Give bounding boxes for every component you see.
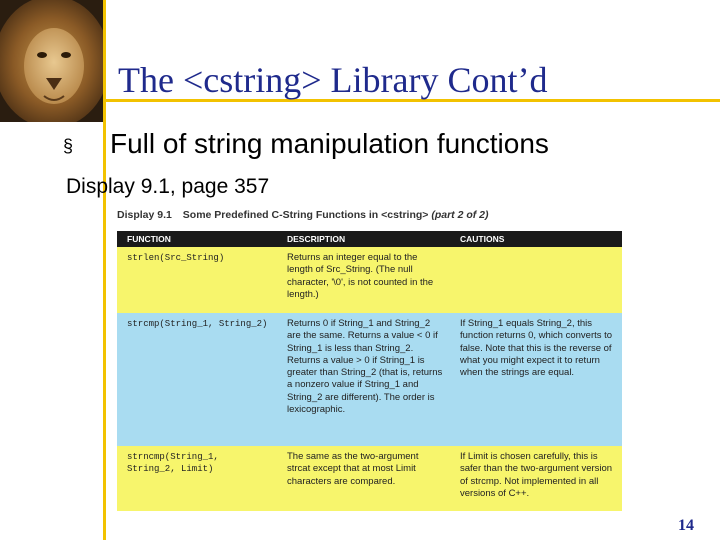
description-cell: Returns 0 if String_1 and String_2 are the same. Returns a value < 0 if String_1 is less than String_2. Returns a value > 0 if String_1 is greater than String_2 (that is, returns a nonzero value if String_1 and String_2 are different). The order is lexicographic.: [277, 313, 450, 446]
display-reference: Display 9.1, page 357: [66, 175, 270, 198]
function-cell: strlen(Src_String): [117, 247, 277, 313]
accent-vertical-line: [103, 0, 106, 540]
lion-logo-image: [0, 0, 104, 122]
header-cautions: CAUTIONS: [450, 231, 622, 247]
display-part: (part 2 of 2): [431, 209, 489, 221]
function-cell: strcmp(String_1, String_2): [117, 313, 277, 446]
header-description: DESCRIPTION: [277, 231, 450, 247]
bullet-marker: §: [63, 136, 74, 156]
cautions-cell: If Limit is chosen carefully, this is safer than the two-argument version of strcmp. Not implemented in all versions of C++.: [450, 446, 622, 511]
functions-table: [117, 231, 622, 511]
display-caption: [117, 208, 489, 222]
function-cell: strncmp(String_1, String_2, Limit): [117, 446, 277, 511]
table-row: [117, 313, 622, 446]
cautions-cell: [450, 247, 622, 313]
bullet-text: Full of string manipulation functions: [110, 128, 549, 159]
description-cell: Returns an integer equal to the length of Src_String. (The null character, '\0', is not counted in the length.): [277, 247, 450, 313]
cautions-cell: If String_1 equals String_2, this function returns 0, which converts to false. Note that this is the reverse of what you might expect it to return when the strings are equal.: [450, 313, 622, 446]
display-label: Display 9.1: [117, 209, 172, 221]
description-cell: The same as the two-argument strcat except that at most Limit characters are compared.: [277, 446, 450, 511]
table-header-row: [117, 231, 622, 247]
table-row: [117, 247, 622, 313]
slide-title: The <cstring> Library Cont’d: [118, 60, 548, 100]
display-caption-text: Some Predefined C-String Functions in <cstring>: [182, 209, 429, 221]
header-function: FUNCTION: [117, 231, 277, 247]
page-number: 14: [678, 517, 694, 534]
table-row: [117, 446, 622, 511]
